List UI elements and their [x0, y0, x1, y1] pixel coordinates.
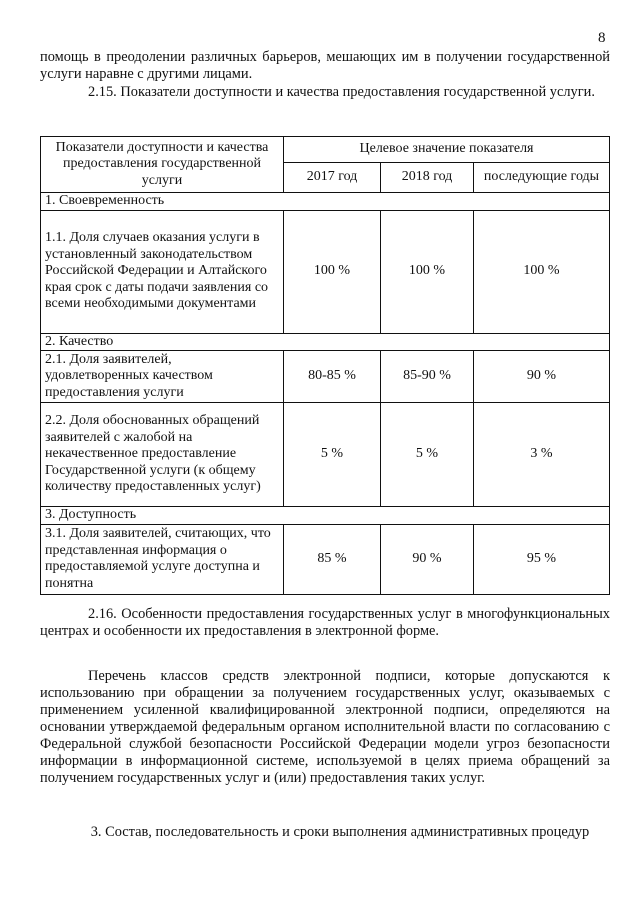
- row-value-later: 3 %: [474, 403, 610, 507]
- paragraph-2-15: 2.15. Показатели доступности и качества предоставления государственной услуги.: [88, 84, 595, 100]
- header-col-later: последующие годы: [474, 163, 610, 193]
- row-value-2017: 100 %: [284, 210, 381, 333]
- row-value-2018: 90 %: [381, 524, 474, 594]
- header-col-2018: 2018 год: [381, 163, 474, 193]
- paragraph-signature-classes: Перечень классов средств электронной подписи, которые допускаются к использованию при обращении за получением государственных услуг, оказываемых с применением усиленной квалифицированной электронной подписи, определяются на основании утверждаемой федеральным органом исполнительной власти по согласованию с Федеральной службой безопасности Российской Федерации модели угроз безопасности информации в информационной системе, используемой в целях приема обращений за получением государственных услуг и (или) предоставления таких услуг.: [40, 668, 610, 786]
- table-row: [41, 403, 610, 507]
- row-value-2017: 80-85 %: [284, 351, 381, 403]
- row-value-2018: 100 %: [381, 210, 474, 333]
- header-target: Целевое значение показателя: [284, 137, 610, 163]
- section-3-heading: 3. Состав, последовательность и сроки выполнения административных процедур: [90, 824, 590, 840]
- paragraph-barriers: помощь в преодолении различных барьеров, мешающих им в получении государственной услуги наравне с другими лицами.: [40, 49, 610, 82]
- row-value-2018: 5 %: [381, 403, 474, 507]
- table-row: [41, 351, 610, 403]
- section-title: 1. Своевременность: [41, 193, 610, 211]
- section-row: [41, 333, 610, 351]
- row-value-2018: 85-90 %: [381, 351, 474, 403]
- table-row: [41, 524, 610, 594]
- row-label: 1.1. Доля случаев оказания услуги в установленный законодательством Российской Федерации и Алтайского края срок с даты подачи заявления со всеми необходимыми документами: [41, 210, 284, 333]
- section-row: [41, 507, 610, 525]
- row-label: 2.1. Доля заявителей, удовлетворенных качеством предоставления услуги: [41, 351, 284, 403]
- section-title: 3. Доступность: [41, 507, 610, 525]
- row-value-2017: 85 %: [284, 524, 381, 594]
- row-label: 2.2. Доля обоснованных обращений заявителей с жалобой на некачественное предоставление Государственной услуги (к общему количеству предоставленных услуг): [41, 403, 284, 507]
- indicators-table: [40, 136, 610, 595]
- paragraph-2-16: 2.16. Особенности предоставления государственных услуг в многофункциональных центрах и особенности их предоставления в электронной форме.: [40, 606, 610, 639]
- page-number: 8: [598, 30, 606, 46]
- section-row: [41, 193, 610, 211]
- row-label: 3.1. Доля заявителей, считающих, что представленная информация о предоставляемой услуге доступна и понятна: [41, 524, 284, 594]
- table-row: [41, 210, 610, 333]
- row-value-later: 90 %: [474, 351, 610, 403]
- row-value-2017: 5 %: [284, 403, 381, 507]
- header-indicator: Показатели доступности и качества предоставления государственной услуги: [41, 137, 284, 193]
- section-title: 2. Качество: [41, 333, 610, 351]
- table-header-row: [41, 137, 610, 163]
- row-value-later: 100 %: [474, 210, 610, 333]
- header-col-2017: 2017 год: [284, 163, 381, 193]
- row-value-later: 95 %: [474, 524, 610, 594]
